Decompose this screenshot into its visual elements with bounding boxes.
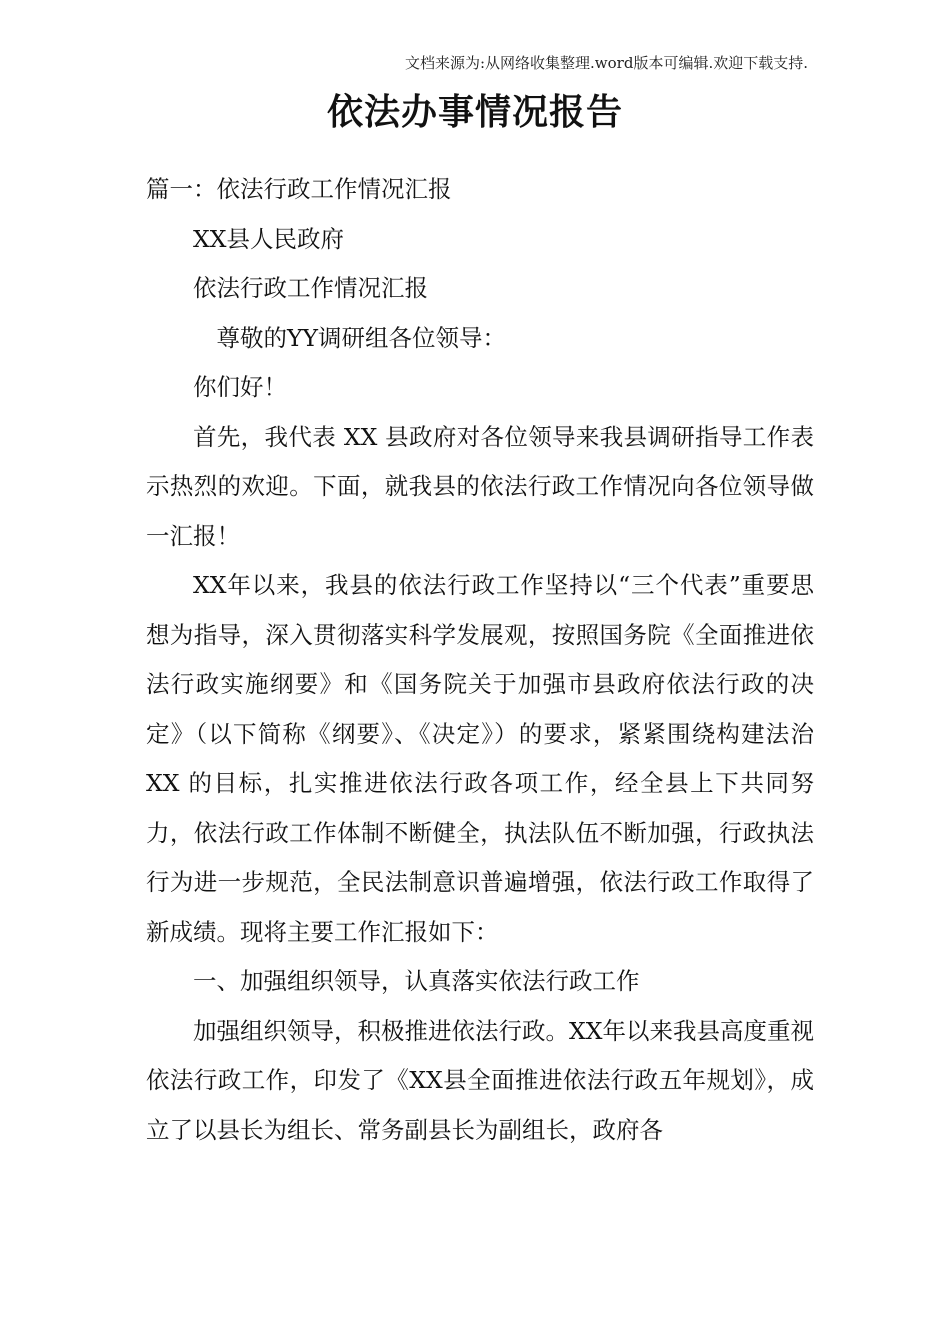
body-paragraph: 加强组织领导，积极推进依法行政。XX年以来我县高度重视依法行政工作，印发了《XX县全面推进依法行政五年规划》，成立了以县长为组长、常务副县长为副组长，政府各 [146,1016,814,1144]
issuer-line: XX县人民政府 [193,224,344,253]
document-body [146,165,814,1155]
greeting: 你们好！ [193,373,287,401]
header-note: 文档来源为:从网络收集整理.word版本可编辑.欢迎下载支持. [404,54,808,72]
document-title: 依法办事情况报告 [326,92,623,133]
body-paragraph: XX年以来，我县的依法行政工作坚持以“三个代表”重要思想为指导，深入贯彻落实科学发展观，按照国务院《全面推进依法行政实施纲要》和《国务院关于加强市县政府依法行政的决定》（以下简称《纲要》、《决定》）的要求，紧紧围绕构建法治 XX 的目标，扎实推进依法行政各项工作，经全县上下共同努力，依法行政工作体制不断健全，执法队伍不断加强，行政执法行为进一步规范，全民法制意识普遍增强，依法行政工作取得了新成绩。现将主要工作汇报如下： [146,571,814,946]
salutation: 尊敬的YY调研组各位领导： [216,323,507,352]
section-heading: 篇一：依法行政工作情况汇报 [146,175,452,203]
body-paragraph: 首先，我代表 XX 县政府对各位领导来我县调研指导工作表示热烈的欢迎。下面，就我县的依法行政工作情况向各位领导做一汇报！ [146,422,814,550]
subsection-heading: 一、加强组织领导，认真落实依法行政工作 [193,967,640,995]
report-subtitle: 依法行政工作情况汇报 [193,274,428,302]
